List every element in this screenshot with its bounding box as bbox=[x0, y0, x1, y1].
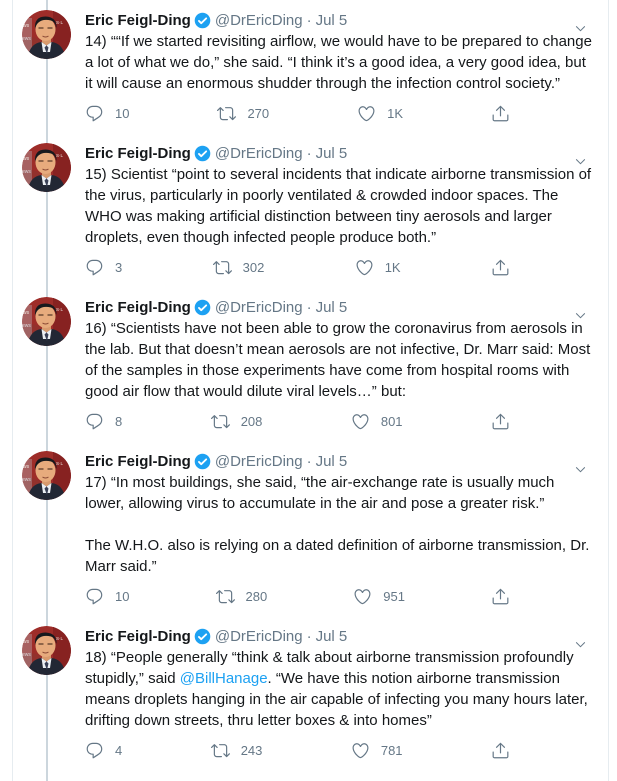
share-icon bbox=[491, 741, 510, 760]
retweet-icon bbox=[211, 412, 230, 431]
reply-button[interactable] bbox=[85, 412, 122, 431]
like-count: 781 bbox=[380, 742, 403, 758]
retweet-icon bbox=[211, 741, 230, 760]
verified-badge-icon bbox=[194, 299, 211, 316]
heart-icon bbox=[351, 412, 370, 431]
retweet-count: 208 bbox=[240, 413, 263, 429]
tweet-paragraph: 15) Scientist “point to several incidents that indicate airborne transmission of the virus, particularly in poorly ventilated & crowded indoor spaces. The WHO was making artificial distinction between tiny aerosols and larger droplets, even though infected people produce both.” bbox=[85, 166, 592, 246]
tweet-content bbox=[85, 297, 592, 441]
reply-button[interactable] bbox=[85, 587, 129, 606]
reply-count: 4 bbox=[115, 742, 123, 758]
avatar-column bbox=[22, 626, 71, 770]
verified-badge-icon bbox=[194, 145, 211, 162]
header-separator: · bbox=[306, 628, 312, 645]
reply-button[interactable] bbox=[85, 104, 129, 123]
avatar-column bbox=[22, 297, 71, 441]
heart-icon bbox=[353, 587, 372, 606]
like-button[interactable] bbox=[357, 104, 403, 123]
reply-icon bbox=[85, 741, 104, 760]
tweet-paragraph: 16) “Scientists have not been able to grow the coronavirus from aerosols in the lab. But that doesn’t mean aerosols are not infective, Dr. Marr said: Most of the samples in those experiments have come from hospital rooms with good air flow that would dilute viral levels…” but: bbox=[85, 320, 591, 400]
verified-badge-icon bbox=[194, 12, 211, 29]
retweet-button[interactable] bbox=[211, 412, 263, 431]
tweet-content bbox=[85, 10, 592, 133]
share-button[interactable] bbox=[491, 104, 510, 123]
share-button[interactable] bbox=[491, 741, 510, 760]
tweet-header bbox=[85, 10, 592, 31]
like-count: 1K bbox=[387, 105, 404, 121]
author-handle[interactable]: @DrEricDing bbox=[214, 145, 303, 162]
tweet-text bbox=[85, 472, 592, 577]
tweet-header bbox=[85, 297, 592, 318]
tweet-17[interactable] bbox=[13, 441, 608, 616]
retweet-button[interactable] bbox=[211, 741, 263, 760]
tweet-content bbox=[85, 626, 592, 770]
retweet-button[interactable] bbox=[217, 104, 269, 123]
tweet-text bbox=[85, 31, 592, 94]
avatar[interactable] bbox=[22, 10, 71, 59]
tweet-text bbox=[85, 647, 592, 731]
tweet-paragraph bbox=[85, 647, 592, 731]
reply-button[interactable] bbox=[85, 741, 122, 760]
tweet-14[interactable] bbox=[13, 0, 608, 133]
chevron-down-icon[interactable] bbox=[571, 152, 590, 171]
heart-icon bbox=[357, 104, 376, 123]
retweet-icon bbox=[217, 104, 236, 123]
author-name[interactable]: Eric Feigl-Ding bbox=[85, 12, 191, 29]
chevron-down-icon[interactable] bbox=[571, 460, 590, 479]
tweet-date[interactable]: Jul 5 bbox=[315, 453, 348, 470]
chevron-down-icon[interactable] bbox=[571, 635, 590, 654]
avatar[interactable] bbox=[22, 451, 71, 500]
like-button[interactable] bbox=[353, 587, 405, 606]
tweet-content bbox=[85, 143, 592, 287]
like-count: 951 bbox=[383, 588, 405, 604]
tweet-paragraph: The W.H.O. also is relying on a dated definition of airborne transmission, Dr. Marr said.” bbox=[85, 537, 590, 575]
share-button[interactable] bbox=[491, 412, 510, 431]
reply-count: 8 bbox=[115, 413, 123, 429]
tweet-date[interactable]: Jul 5 bbox=[315, 12, 348, 29]
tweet-content bbox=[85, 451, 592, 616]
tweet-header bbox=[85, 143, 592, 164]
tweet-thread-column bbox=[12, 0, 609, 781]
author-name[interactable]: Eric Feigl-Ding bbox=[85, 628, 191, 645]
tweet-header bbox=[85, 451, 592, 472]
reply-count: 3 bbox=[115, 259, 123, 275]
heart-icon bbox=[351, 741, 370, 760]
like-count: 1K bbox=[384, 259, 401, 275]
reply-icon bbox=[85, 104, 104, 123]
tweet-15[interactable] bbox=[13, 133, 608, 287]
like-button[interactable] bbox=[355, 258, 401, 277]
heart-icon bbox=[355, 258, 374, 277]
share-icon bbox=[491, 587, 510, 606]
tweet-header bbox=[85, 626, 592, 647]
avatar[interactable] bbox=[22, 297, 71, 346]
avatar-column bbox=[22, 451, 71, 616]
tweet-actions bbox=[85, 101, 510, 125]
share-icon bbox=[491, 258, 510, 277]
header-separator: · bbox=[306, 12, 312, 29]
reply-icon bbox=[85, 258, 104, 277]
like-button[interactable] bbox=[351, 741, 403, 760]
avatar-column bbox=[22, 10, 71, 133]
reply-count: 10 bbox=[115, 588, 130, 604]
author-handle[interactable]: @DrEricDing bbox=[214, 628, 303, 645]
avatar[interactable] bbox=[22, 626, 71, 675]
tweet-18[interactable] bbox=[13, 616, 608, 770]
tweet-text-segment: 18) “People generally “think & talk about airborne transmission profoundly stupidly,” said bbox=[85, 649, 574, 687]
chevron-down-icon[interactable] bbox=[571, 306, 590, 325]
tweet-text bbox=[85, 318, 592, 402]
tweet-actions bbox=[85, 409, 510, 433]
tweet-text bbox=[85, 164, 592, 248]
author-name[interactable]: Eric Feigl-Ding bbox=[85, 453, 191, 470]
chevron-down-icon[interactable] bbox=[571, 19, 590, 38]
retweet-count: 270 bbox=[247, 105, 270, 121]
mention-link-billhanage[interactable]: @BillHanage bbox=[179, 670, 268, 687]
header-separator: · bbox=[306, 145, 312, 162]
avatar-column bbox=[22, 143, 71, 287]
share-icon bbox=[491, 412, 510, 431]
tweet-date[interactable]: Jul 5 bbox=[315, 145, 348, 162]
tweet-date[interactable]: Jul 5 bbox=[315, 628, 348, 645]
retweet-icon bbox=[213, 258, 232, 277]
reply-button[interactable] bbox=[85, 258, 122, 277]
author-handle[interactable]: @DrEricDing bbox=[214, 12, 303, 29]
tweet-actions bbox=[85, 738, 510, 762]
retweet-count: 302 bbox=[242, 259, 265, 275]
author-handle[interactable]: @DrEricDing bbox=[214, 299, 303, 316]
like-button[interactable] bbox=[351, 412, 403, 431]
share-button[interactable] bbox=[491, 258, 510, 277]
header-separator: · bbox=[306, 299, 312, 316]
tweet-16[interactable] bbox=[13, 287, 608, 441]
reply-icon bbox=[85, 587, 104, 606]
tweet-text-segment: . “We have this notion airborne transmission means droplets hanging in the air capable of infecting you many hours later, drifting down streets, thru letter boxes & into homes” bbox=[85, 670, 588, 729]
tweet-date[interactable]: Jul 5 bbox=[315, 299, 348, 316]
reply-icon bbox=[85, 412, 104, 431]
retweet-button[interactable] bbox=[216, 587, 268, 606]
retweet-button[interactable] bbox=[213, 258, 265, 277]
author-name[interactable]: Eric Feigl-Ding bbox=[85, 145, 191, 162]
reply-count: 10 bbox=[115, 105, 130, 121]
retweet-count: 243 bbox=[240, 742, 263, 758]
verified-badge-icon bbox=[194, 453, 211, 470]
tweet-actions bbox=[85, 584, 510, 608]
author-handle[interactable]: @DrEricDing bbox=[214, 453, 303, 470]
share-button[interactable] bbox=[491, 587, 510, 606]
like-count: 801 bbox=[380, 413, 403, 429]
tweet-paragraph: 17) “In most buildings, she said, “the air-exchange rate is usually much lower, allowing virus to accumulate in the air and pose a greater risk.” bbox=[85, 474, 555, 512]
tweet-paragraph: 14) ““If we started revisiting airflow, we would have to be prepared to change a lot of what we do,” she said. “I think it’s a good idea, a very good idea, but it will cause an enormous shudder through the infection control society.” bbox=[85, 33, 592, 92]
tweet-actions bbox=[85, 255, 510, 279]
author-name[interactable]: Eric Feigl-Ding bbox=[85, 299, 191, 316]
verified-badge-icon bbox=[194, 628, 211, 645]
retweet-count: 280 bbox=[245, 588, 268, 604]
share-icon bbox=[491, 104, 510, 123]
retweet-icon bbox=[216, 587, 235, 606]
header-separator: · bbox=[306, 453, 312, 470]
avatar[interactable] bbox=[22, 143, 71, 192]
